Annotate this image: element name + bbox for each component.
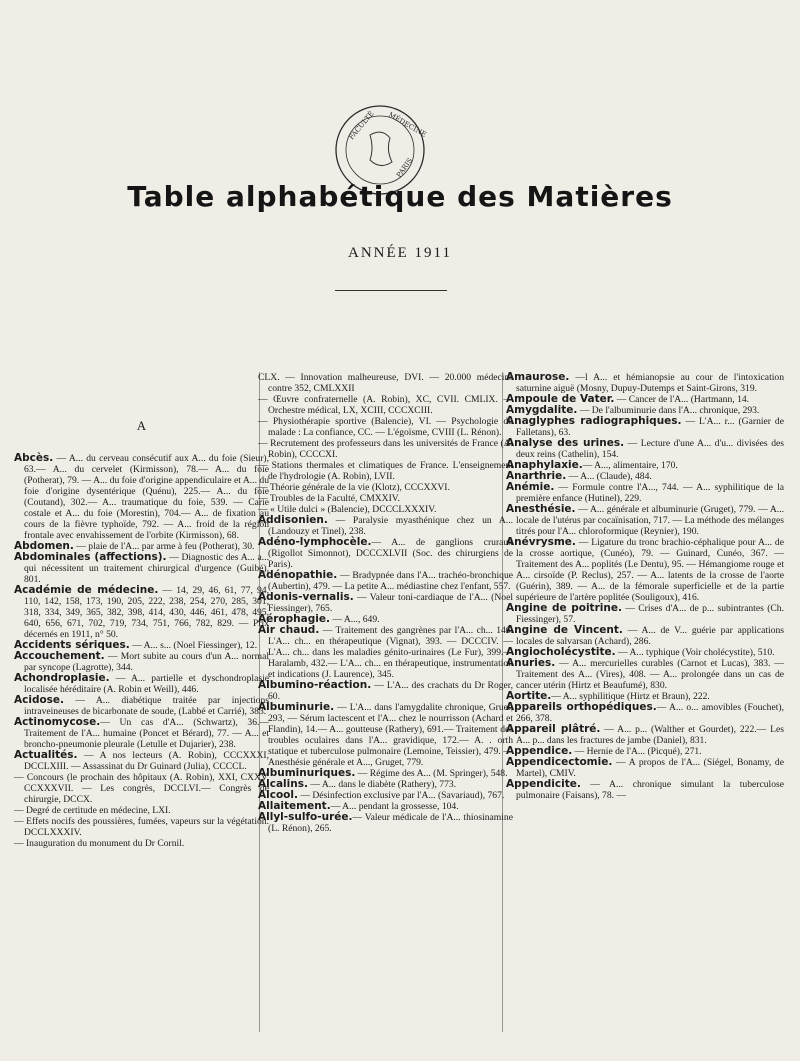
entry-text: — Physiothérapie sportive (Balencie), VI. — Psychologie du malade : La confiance, CC. — L'égoïsme, CVIII (L. Rénon). [258, 416, 513, 438]
entry-heading: Appendicectomie. [506, 756, 613, 768]
entry-heading: Adonis-vernalis. [258, 591, 354, 603]
entry-text: — Diagnostic des A... a... qui nécessitent un traitement chirurgical d'urgence (Guibé), 801. [24, 552, 269, 585]
entry-text: — A... pendant la grossesse, 104. [330, 801, 459, 812]
entry-text: — Œuvre confraternelle (A. Robin), XC, CVII. CMLIX. — Orchestre médical, LX, XCIII, CCCXCIII. [258, 394, 513, 416]
index-entry [258, 438, 513, 460]
entry-heading: Amaurose. [506, 371, 570, 383]
entry-heading: Anévrysme. [506, 536, 576, 548]
entry-text: — Paralysie myasthénique chez un A... (Landouzy et Tinel), 238. [268, 515, 513, 537]
index-entry [258, 680, 513, 702]
index-entry [258, 812, 513, 834]
entry-heading: Anaglyphes radiographiques. [506, 415, 682, 427]
index-entry [14, 585, 269, 640]
entry-heading: Allaitement. [258, 800, 331, 812]
entry-text: — A... mercurielles curables (Carnot et Lucas), 383. — Traitement des A... (Vires), 408. — A... prolongée dans un cas de cancer utérin (Hirtz et Beaufumé), 830. [516, 658, 784, 691]
entry-heading: Anaphylaxie. [506, 459, 583, 471]
entry-heading: Analyse des urines. [506, 437, 625, 449]
entry-heading: Aérophagie. [258, 613, 330, 625]
index-entry [506, 757, 784, 779]
entry-heading: Abdomen. [14, 540, 74, 552]
entry-text: — Inauguration du monument du Dr Cornil. [14, 838, 185, 849]
entry-text: — Valeur toni-cardiaque de l'A... (Noel Fiessinger), 765. [268, 592, 513, 614]
entry-text: — A... générale et albuminurie (Gruget), 779. — A... locale de l'utérus par cocaïnisation, 717. — La méthode des mélanges titrés pour l'A... chloroformique (Reynier), 190. [516, 504, 784, 537]
index-entry [14, 805, 269, 816]
entry-text: — De l'albuminurie dans l'A... chronique, 293. [577, 405, 760, 416]
index-entry [506, 416, 784, 438]
index-entry [258, 625, 513, 680]
svg-text:MÉDECINE: MÉDECINE [387, 110, 428, 139]
index-entry [14, 816, 269, 838]
index-entry [258, 372, 513, 394]
entry-text: — Mort subite au cours d'un A... normal par syncope (Lagrotte), 344. [24, 651, 269, 673]
index-entry [14, 651, 269, 673]
index-entry [14, 717, 269, 750]
entry-text: — Ligature du tronc brachio-céphalique pour A... de la crosse aortique, (Cunéo), 79. — Guinard, Cunéo, 367. — Traitement des A... poplités (Le Dentu), 95. — Hémangiome rouge et A... cirsoïde (P. Reclus), 257. — A... latents de la crosse de l'aorte (Guérin), 389. — A... de la fémorale superficielle et de la partie supérieure de l'artère poplitée (Souligoux), 416. [516, 537, 784, 603]
entry-heading: Aortite. [506, 690, 552, 702]
entry-text: —l A... et hémianopsie au cour de l'intoxication saturnine aiguë (Mosny, Dupuy-Dutemps et Saint-Girons, 319. [516, 372, 784, 394]
entry-text: — A... o... amovibles (Fouchet), 266, 378. [516, 702, 784, 724]
entry-heading: Albumino-réaction. [258, 679, 372, 691]
index-entry [506, 482, 784, 504]
index-entry [506, 625, 784, 647]
index-entry [14, 695, 269, 717]
entry-text: — Lecture d'une A... d'u... divisées des deux reins (Cathelin), 154. [516, 438, 784, 460]
entry-text: — Crises d'A... de p... subintrantes (Ch. Fiessinger), 57. [516, 603, 784, 625]
entry-text: — Désinfection exclusive par l'A... (Savariaud), 767. [297, 790, 505, 801]
entry-text: — A..., alimentaire, 170. [582, 460, 678, 471]
entry-heading: Anémie. [506, 481, 555, 493]
entry-text: — Concours (le prochain des hôpitaux (A. Robin), XXI, CXXV, CCXXXVII. — Les congrès, DCCLVI.— Congrès de chirurgie, DCCX. [14, 772, 269, 805]
index-column-3 [506, 372, 784, 801]
entry-text: — Théorie générale de la vie (Klotz), CCCXXVI. [258, 482, 450, 493]
entry-text: — Traitement des gangrènes par l'A... ch... 146. L'A... ch... en thérapeutique (Vignat), 393. — DCCCIV. — L'A... ch... dans les maladies génito-urinaires (Le Fur), 399.— Haralamb, 432.— L'A... ch... en thérapeutique, instrumentation et indications (J. Laurence), 345. [268, 625, 514, 680]
entry-heading: Appareils orthopédiques. [506, 701, 657, 713]
index-entry [506, 537, 784, 603]
index-entry [258, 416, 513, 438]
entry-text: — Recrutement des professeurs dans les universités de France (A. Robin), CCCCXI. [258, 438, 513, 460]
entry-text: — Cancer de l'A... (Hartmann, 14. [614, 394, 750, 405]
entry-text: — Bradypnée dans l'A... trachéo-bronchique (Aubertin), 479. — La petite A... médiastine chez l'enfant, 557. [268, 570, 513, 592]
entry-text: — Troubles de la Faculté, CMXXIV. [258, 493, 400, 504]
entry-text: — A... (Claude), 484. [566, 471, 652, 482]
entry-text: — A..., 649. [329, 614, 380, 625]
entry-text: — A... chronique simulant la tuberculose pulmonaire (Faisans), 78. — [516, 779, 784, 801]
index-entry [14, 772, 269, 805]
entry-heading: Albuminuriques. [258, 767, 356, 779]
entry-text: — Stations thermales et climatiques de France. L'enseignement de l'hydrologie (A. Robin), LVII. [258, 460, 513, 482]
index-entry [506, 603, 784, 625]
entry-text: — A... diabétique traitée par injections intraveineuses de bicarbonate de soude, (Labbé et Carrié), 383. [24, 695, 269, 717]
index-entry [506, 372, 784, 394]
index-entry [258, 570, 513, 592]
index-entry [14, 453, 269, 541]
section-letter: A [136, 418, 147, 433]
index-entry [14, 673, 269, 695]
entry-heading: Air chaud. [258, 624, 320, 636]
index-column-1 [14, 372, 269, 849]
index-entry [506, 658, 784, 691]
entry-heading: Anesthésie. [506, 503, 576, 515]
entry-heading: Angine de poitrine. [506, 602, 622, 614]
entry-heading: Angine de Vincent. [506, 624, 623, 636]
entry-heading: Accidents sériques. [14, 639, 130, 651]
entry-text: — « Utile dulci » (Balencie), DCCCLXXXIV. [258, 504, 437, 515]
index-entry [258, 515, 513, 537]
entry-heading: Adénopathie. [258, 569, 338, 581]
index-entry [258, 482, 513, 493]
entry-heading: Allyl-sulfo-urée. [258, 811, 353, 823]
index-entry [258, 460, 513, 482]
index-entry [14, 552, 269, 585]
year-heading: ANNÉE 1911 [347, 245, 453, 261]
index-entry [14, 838, 269, 849]
entry-text: — Effets nocifs des poussières, fumées, vapeurs sur la végétation. DCCLXXXIV. [14, 816, 269, 838]
entry-text: — A... syphilitique (Hirtz et Braun), 222. [551, 691, 710, 702]
entry-text: — A... partielle et dyschondroplasie localisée héréditaire (A. Robin et Weill), 446. [24, 673, 269, 695]
entry-text: — A propos de l'A... (Siégel, Bonamy, de Martel), CMIV. [516, 757, 784, 779]
entry-text: — A... s... (Noel Fiessinger), 12. [129, 640, 258, 651]
entry-heading: Amygdalite. [506, 404, 578, 416]
entry-heading: Anarthrie. [506, 470, 567, 482]
entry-heading: Accouchement. [14, 650, 105, 662]
entry-heading: Académie de médecine. [14, 584, 159, 596]
page-title: Table alphabétique des Matières [127, 180, 673, 213]
index-entry [506, 724, 784, 746]
entry-text: CLX. — Innovation malheureuse, DVI. — 20.000 médecins contre 352, CMLXXII [258, 372, 513, 394]
index-entry [14, 750, 269, 772]
entry-text: — A... typhique (Voir cholécystite), 510. [615, 647, 775, 658]
entry-text: — plaie de l'A... par arme à feu (Potherat), 30. [73, 541, 255, 552]
entry-text: — A... p... (Walther et Gourdet), 222.— Les A... p... dans les fractures de jambe (Daniel), 831. [516, 724, 784, 746]
entry-text: — A... du cerveau consécutif aux A... du foie (Sieur), 63.— A... du cervelet (Kirmisson), 78.— A... du foie (Potherat), 79. — A... du foie d'origine appendiculaire et A... du foie d'origine dysentérique (Quénu), 225.— A... du foie (Coutand), 302.— A... traumatique du foie, 539. — Carie costale et A... du foie (Morestin), 704.— A... de fixation au cours de la fièvre typhoïde, 792. — A... froid de la région frontale avec envahissement de l'orbite (Kirmisson), 68. [24, 453, 269, 541]
entry-heading: Appareil plâtré. [506, 723, 601, 735]
entry-heading: Actualités. [14, 749, 78, 761]
svg-text:PARIS: PARIS [395, 156, 415, 180]
index-entry [506, 438, 784, 460]
entry-text: — Formule contre l'A..., 744. — A... syphilitique de la première enfance (Hutinel), 229. [516, 482, 784, 504]
entry-heading: Alcool. [258, 789, 298, 801]
entry-heading: Achondroplasie. [14, 672, 110, 684]
svg-text:FACULTÉ: FACULTÉ [347, 109, 376, 142]
entry-heading: Ampoule de Vater. [506, 393, 615, 405]
entry-text: — L'A... des crachats du Dr Roger, 60. [268, 680, 513, 702]
index-entry [506, 779, 784, 801]
entry-heading: Anuries. [506, 657, 556, 669]
entry-heading: Appendice. [506, 745, 573, 757]
entry-heading: Alcalins. [258, 778, 308, 790]
entry-heading: Addisonien. [258, 514, 328, 526]
entry-text: — A nos lecteurs (A. Robin), CCCXXXI, DCCLXIII. — Assassinat du Dr Guinard (Julia), CCCCL. [24, 750, 269, 772]
index-entry [258, 702, 513, 768]
index-entry [258, 537, 513, 570]
entry-heading: Albuminurie. [258, 701, 335, 713]
index-column-2 [258, 372, 513, 834]
title-rule [335, 290, 447, 291]
entry-text: — Degré de certitude en médecine, LXI. [14, 805, 171, 816]
entry-heading: Abdominales (affections). [14, 551, 167, 563]
entry-text: — A... dans le diabète (Rathery), 773. [307, 779, 457, 790]
index-entry [258, 493, 513, 504]
entry-heading: Angiocholécystite. [506, 646, 616, 658]
entry-text: — A... de V... guérie par applications locales de salvarsan (Achard), 286. [516, 625, 784, 647]
index-entry [506, 702, 784, 724]
index-entry [258, 394, 513, 416]
entry-text: — Valeur médicale de l'A... thiosinamine (L. Rénon), 265. [268, 812, 513, 834]
entry-text: — Un cas d'A... (Schwartz), 36.— Traitement de l'A... humaine (Poncet et Bérard), 77. — A... et broncho-pneumonie pleurale (Letulle et Dujarier), 238. [24, 717, 269, 750]
index-entry [506, 504, 784, 537]
entry-heading: Appendicite. [506, 778, 581, 790]
entry-heading: Acidose. [14, 694, 65, 706]
entry-heading: Abcès. [14, 452, 54, 464]
index-entry [258, 592, 513, 614]
entry-heading: Actinomycose. [14, 716, 101, 728]
entry-text: — L'A... r... (Garnier de Falletans), 63. [516, 416, 784, 438]
entry-text: — 14, 29, 46, 61, 77, 94, 110, 142, 158, 173, 190, 205, 222, 238, 254, 270, 285, 301, 318, 334, 349, 365, 382, 398, 414, 430, 446, 461, 478, 495, 640, 656, 671, 702, 719, 734, 751, 766, 782, 829. — Prix décernés en 1911, n° 50. [24, 585, 269, 640]
entry-text: — A... de ganglions cruraux (Rigollot Simonnot), DCCCXLVII (Soc. des chirurgiens de Paris). [268, 537, 513, 570]
entry-text: — Régime des A... (M. Springer), 548. [355, 768, 508, 779]
entry-heading: Adéno-lymphocèle. [258, 536, 372, 548]
entry-text: — Hernie de l'A... (Picqué), 271. [572, 746, 702, 757]
entry-text: — L'A... dans l'amygdalite chronique, Gruet, 293, — Sérum lactescent et l'A... chez le nourrisson (Achard et Flandin), 14.— A... goutteuse (Rathery), 691.— Traitement des troubles oculaires dans l'A... gravidique, 172.— A. . orth statique et tuberculose pulmonaire (Lemoine, Teissier), 479. — Anesthésie générale et A..., Gruget, 779. [268, 702, 513, 768]
